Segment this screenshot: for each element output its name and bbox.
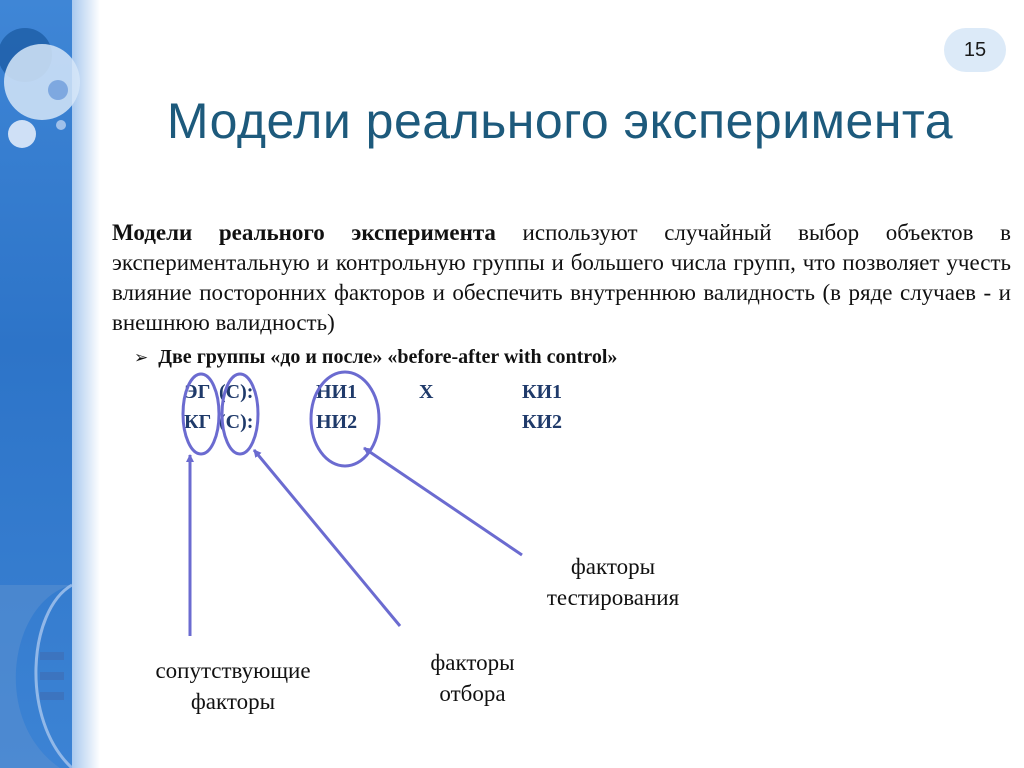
label-testing-line2: тестирования [546,585,680,610]
scheme-row1-selection: (С): [219,381,254,403]
page-number-badge: 15 [944,28,1006,72]
scheme-row2-posttest: КИ2 [522,411,563,433]
label-accompanying-line1: сопутствующие [155,658,311,683]
scheme-row1-posttest: КИ1 [522,381,563,403]
arrow-testing-factors [364,448,522,555]
label-selection-factors [390,647,555,709]
label-selection-line1: факторы [430,650,515,675]
selection-circle-outline [222,374,258,454]
paragraph-text: используют случайный выбор объектов в экспериментальную и контрольную группы и большего числа групп, что позволяет учесть влияние посторонних факторов и обеспечить внутреннюю валидность (в ряде случаев - и внешнюю валидность) [112,220,1011,335]
scheme-row2-selection: (С): [219,411,254,433]
bullet-text: Две группы «до и после» «before-after with control» [158,346,618,368]
scheme-row2-group: КГ [184,411,212,433]
paragraph-bold-lead: Модели реального эксперимента [112,220,496,245]
label-testing-factors [518,551,708,613]
group-circle-outline [183,374,219,454]
scheme-row2-pretest: НИ2 [316,411,358,433]
arrow-selection-factors [254,450,400,626]
scheme-row1-treatment: Х [419,381,434,403]
scheme-row1-group: ЭГ [184,381,211,403]
label-selection-line2: отбора [439,681,506,706]
label-accompanying-line2: факторы [190,689,276,714]
slide-title: Модели реального эксперимента [166,93,954,149]
label-accompanying-factors [128,655,338,717]
label-testing-line1: факторы [570,554,656,579]
arrow-bullet-icon: ➢ [134,348,149,368]
scheme-row1-pretest: НИ1 [316,381,358,403]
